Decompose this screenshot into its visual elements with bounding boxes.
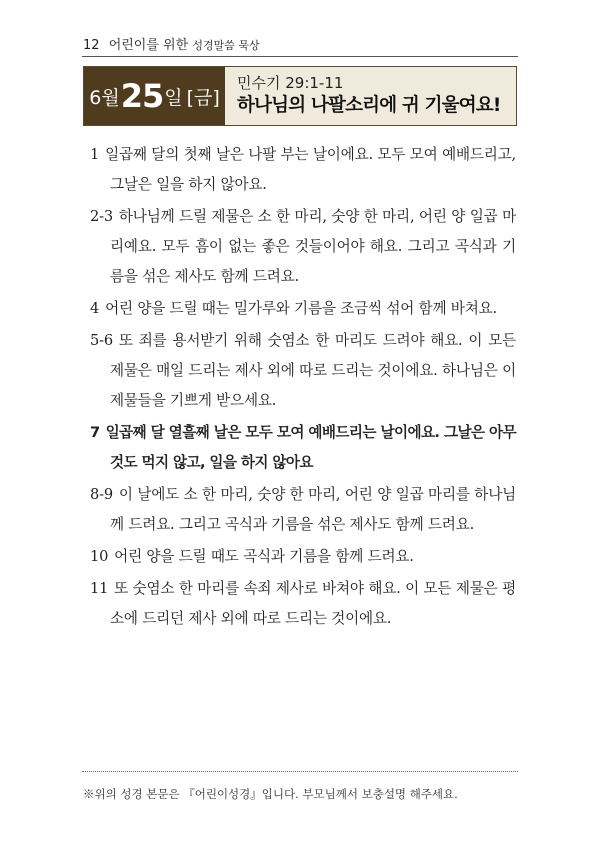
verse-text: 어린 양을 드릴 때도 곡식과 기름을 함께 드려요. (114, 548, 414, 565)
verse-text: 일곱째 달의 첫째 날은 나팔 부는 날이에요. 모두 모여 예배드리고, 그날은 일을 하지 않아요. (105, 146, 516, 193)
verse (90, 326, 516, 416)
book-title-suffix: 성경말씀 묵상 (192, 39, 260, 52)
verse-text: 또 죄를 용서받기 위해 숫염소 한 마리도 드려야 해요. 이 모든 제물은 매일 드리는 제사 외에 따로 드리는 것이에요. 하나님은 이 제물들을 기쁘게 받으세요. (110, 332, 516, 409)
verse-number: 7 (90, 424, 100, 441)
page-number: 12 (83, 38, 100, 53)
verse-number: 1 (90, 146, 100, 163)
running-header (83, 34, 260, 53)
verse-list (90, 140, 516, 636)
verse-text: 이 날에도 소 한 마리, 숫양 한 마리, 어린 양 일곱 마리를 하나님께 드려요. 그리고 곡식과 기름을 섞은 제사도 함께 드려요. (110, 486, 516, 533)
verse-number: 11 (90, 580, 109, 597)
verse (90, 574, 516, 634)
verse-number: 5-6 (90, 332, 113, 349)
header-divider (82, 56, 518, 57)
verse (90, 140, 516, 200)
verse-text: 또 숫염소 한 마리를 속죄 제사로 바쳐야 해요. 이 모든 제물은 평소에 드리던 제사 외에 따로 드리는 것이에요. (110, 580, 516, 627)
verse-text: 어린 양을 드릴 때는 밀가루와 기름을 조금씩 섞어 함께 바쳐요. (105, 300, 497, 317)
verse-text: 일곱째 달 열흘째 날은 모두 모여 예배드리는 날이에요. 그날은 아무것도 먹지 않고, 일을 하지 않아요 (105, 424, 516, 471)
book-title-prefix: 어린이를 위한 (108, 38, 189, 53)
date-day: 25 (120, 77, 164, 115)
footnote: ※위의 성경 본문은 『어린이성경』입니다. 부모님께서 보충설명 해주세요. (83, 787, 458, 801)
verse-number: 10 (90, 548, 109, 565)
verse-text: 하나님께 드릴 제물은 소 한 마리, 숫양 한 마리, 어린 양 일곱 마리예요. 모두 흠이 없는 좋은 것들이어야 해요. 그리고 곡식과 기름을 섞은 제사도 함께 드려요. (110, 208, 516, 285)
date-weekday: [금] (186, 86, 220, 109)
date-month: 6월 (89, 86, 120, 109)
date-day-suffix: 일 (164, 86, 183, 109)
verse-number: 2-3 (90, 208, 113, 225)
date-block (84, 67, 225, 125)
verse-number: 8-9 (90, 486, 113, 503)
devotion-title: 하나님의 나팔소리에 귀 기울여요! (237, 95, 501, 116)
devotion-title-box (83, 66, 517, 126)
verse-number: 4 (90, 300, 100, 317)
verse (90, 542, 516, 572)
footnote-divider (82, 771, 518, 772)
title-text-block (225, 67, 516, 125)
verse (90, 480, 516, 540)
verse (90, 294, 516, 324)
verse-highlighted (90, 418, 516, 478)
scripture-reference: 민수기 29:1-11 (237, 74, 344, 92)
verse (90, 202, 516, 292)
